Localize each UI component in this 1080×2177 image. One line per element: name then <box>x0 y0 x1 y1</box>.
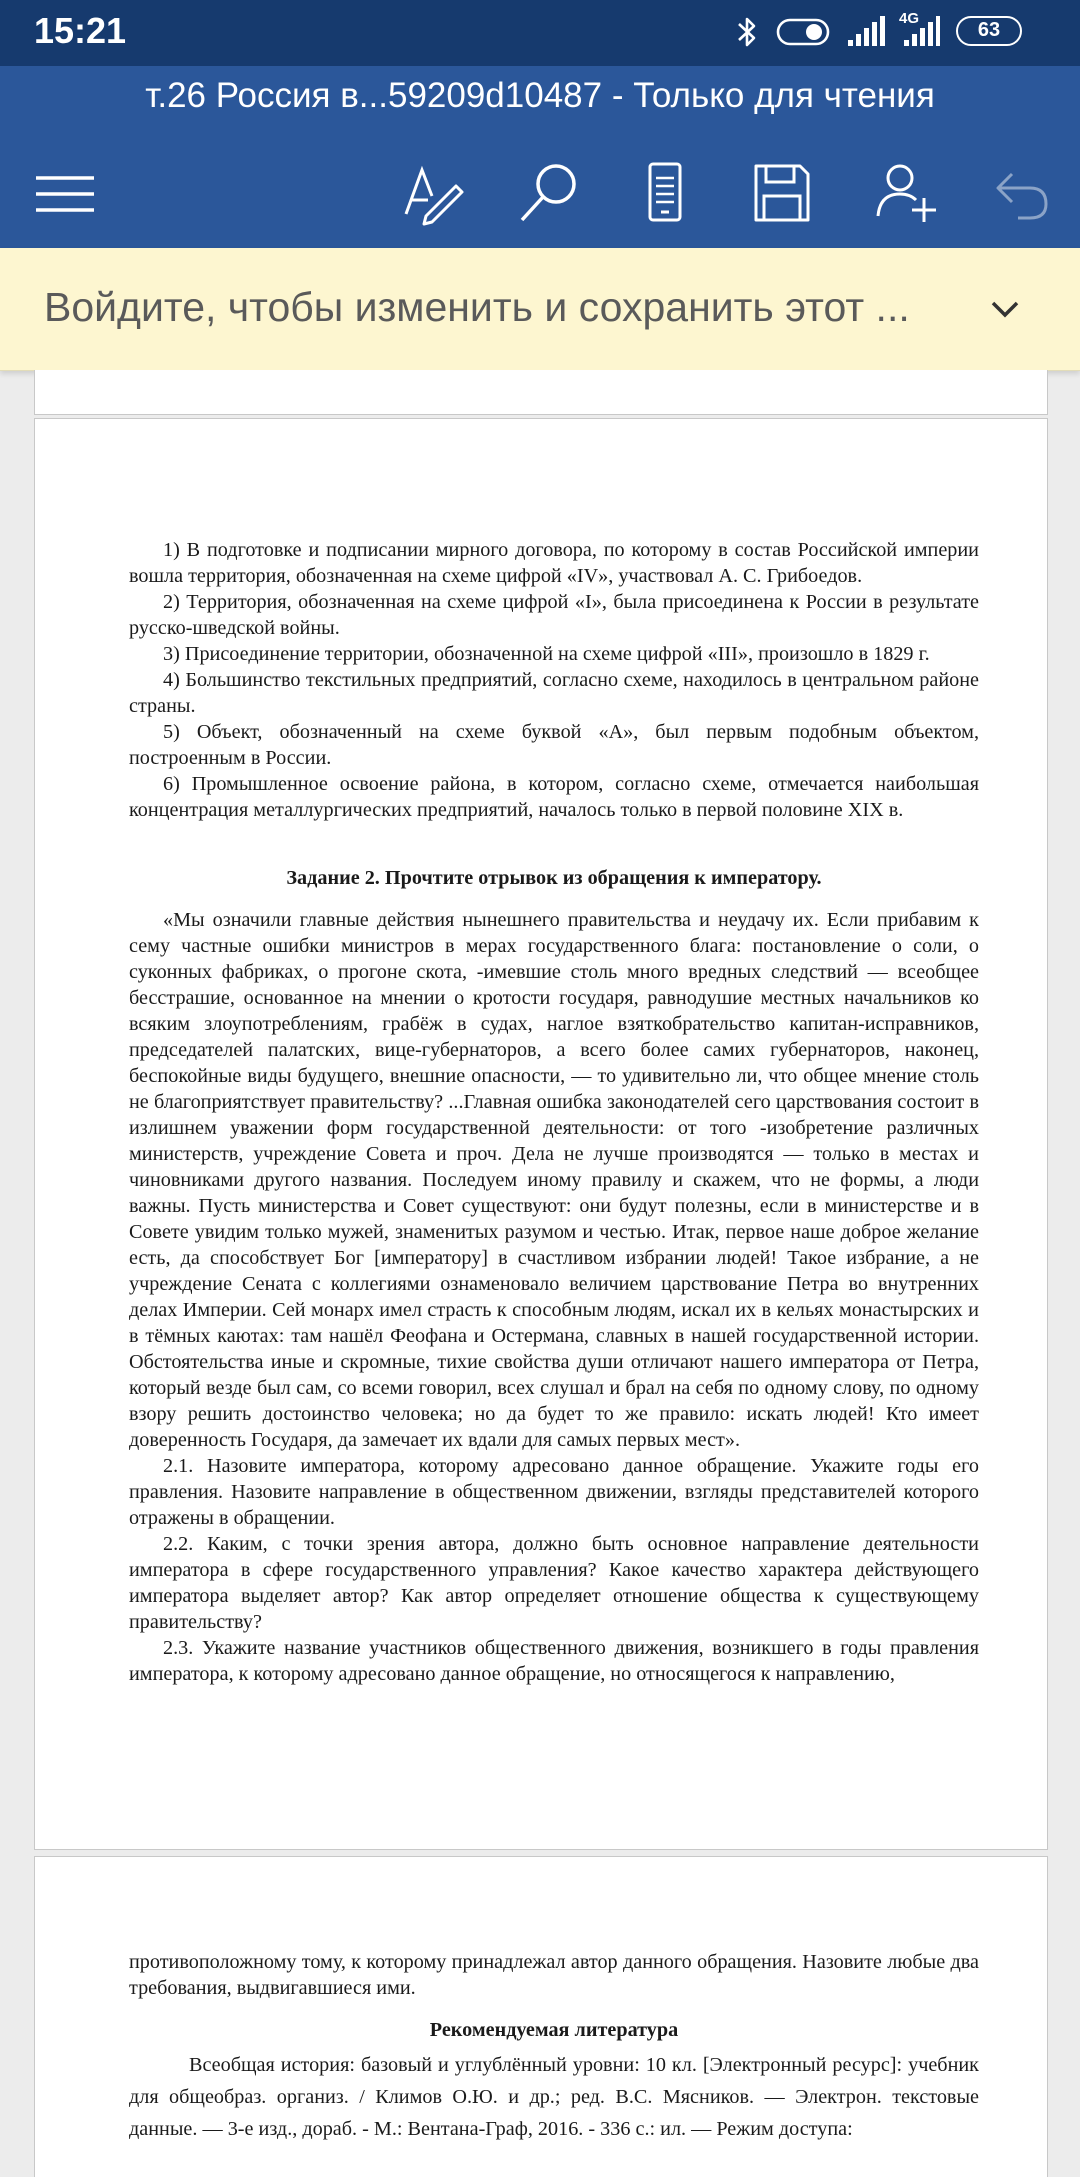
statement-item: 3) Присоединение территории, обозначенной на схеме цифрой «III», произошло в 1829 г. <box>163 643 930 665</box>
document-page <box>34 1856 1048 2177</box>
save-icon[interactable] <box>744 156 818 230</box>
app-header <box>0 66 1080 248</box>
status-icons <box>734 12 1054 56</box>
undo-icon[interactable] <box>982 156 1056 230</box>
statement-item: 1) В подготовке и подписании мирного договора, по которому в состав Российской империи вошла территория, обозначенная на схеме цифрой «IV», участвовал А. С. Грибоедов. <box>129 539 979 587</box>
statement-item: 2) Территория, обозначенная на схеме цифрой «I», была присоединена к России в результате русско-шведской войны. <box>129 591 979 639</box>
question-item: 2.3. Укажите название участников общественного движения, возникшего в годы правления императора, к которому адресовано данное обращение, но относящегося к направлению, <box>129 1637 979 1685</box>
status-time: 15:21 <box>34 10 127 51</box>
mobile-view-icon[interactable] <box>628 156 702 230</box>
signal-4g-icon <box>896 16 940 48</box>
menu-icon[interactable] <box>28 156 102 230</box>
literature-heading: Рекомендуемая литература <box>429 2019 679 2041</box>
statement-item: 5) Объект, обозначенный на схеме буквой «А», был первым подобным объектом, построенным в России. <box>129 721 979 769</box>
continuation-paragraph: противоположному тому, к которому принадлежал автор данного обращения. Назовите любые два требования, выдвигавшиеся ими. <box>129 1951 979 1999</box>
statement-item: 4) Большинство текстильных предприятий, согласно схеме, находилось в центральном районе страны. <box>129 669 979 717</box>
document-page <box>34 418 1048 1850</box>
statement-item: 6) Промышленное освоение района, в котором, согласно схеме, отмечается наибольшая концентрация металлургических предприятий, началось только в первой половине XIX в. <box>129 773 979 821</box>
bluetooth-icon <box>734 14 760 50</box>
share-user-icon[interactable] <box>868 156 942 230</box>
battery-icon <box>956 16 1022 46</box>
edit-pen-icon[interactable] <box>398 156 472 230</box>
question-item: 2.2. Каким, с точки зрения автора, должно быть основное направление деятельности императора в сфере государственного управления? Какое качество характера действующего императора выделяет автор? Как автор определяет отношение общества к существующему правительству? <box>129 1533 979 1633</box>
task-block <box>129 865 979 891</box>
page2-block <box>129 1949 979 2145</box>
sign-in-banner-text[interactable]: Войдите, чтобы изменить и сохранить этот ... <box>44 284 910 330</box>
quote-paragraph: «Мы означили главные действия нынешнего правительства и неудачу их. Если прибавим к сему частные ошибки министров в мерах государственного блага: постановление о соли, о суконных фабриках, о прогоне скота, -имевшие столь много вредных следствий — всеобщее бесстрашие, основанное на мнении о кротости государя, равнодушие местных начальников ко всяким злоупотреблениям, грабёж в судах, наглое взяткобрательство капитан-исправников, председателей палатских, вице-губернаторов, а всего более самих губернаторов, наконец, беспокойные виды будущего, внешние опасности, — то удивительно ли, что общее мнение столь не благоприятствует правительству? ...Главная ошибка законодателей сего царствования состоит в излишнем уважении форм государственной деятельности: от того -изобретение различных министерств, учреждение Совета и проч. Дела не лучше производятся — только в местах и чиновниками другого названия. Последуем иному правилу и скажем, что не формы, а люди важны. Пусть министерства и Совет существуют: они будут полезны, если в министерстве и в Совете увидим только мужей, знаменитых разумом и честью. Итак, первое наше доброе желание есть, да способствует Бог [императору] в счастливом избрании людей! Такое избрание, а не учреждение Сената с коллегиями ознаменовало величием царствование Петра во внутренних делах Империи. Сей монарх имел страсть к способным людям, искал их в кельях монастырских и в тёмных каютах: там нашёл Феофана и Остермана, славных в нашей государственной истории. Обстоятельства иные и скромные, тихие свойства души отличают нашего императора от Петра, который везде был сам, со всеми говорил, всех слушал и брал на себя по одному слову, по одному взору решить достоинство человека; но да будет то же правило: искать людей! Кто имеет доверенность Государя, да замечает их вдали для самых первых мест». <box>129 909 979 1451</box>
statements-block <box>129 537 979 823</box>
chevron-down-icon[interactable] <box>985 290 1025 330</box>
literature-entry: Всеобщая история: базовый и углублённый уровни: 10 кл. [Электронный ресурс]: учебник для общеобраз. организ. / Климов О.Ю. и др.; ред. В.С. Мясников. — Электрон. текстовые данные. — 3-е изд., дораб. - М.: Вентана-Граф, 2016. - 336 с.: ил. — Режим доступа: <box>129 2054 979 2140</box>
signal-icon <box>846 16 886 48</box>
document-title: т.26 Россия в...59209d10487 - Только для чтения <box>145 76 935 115</box>
network-type-label: 4G <box>899 10 920 27</box>
quote-block <box>129 907 979 1687</box>
sign-in-banner[interactable] <box>0 248 1080 371</box>
question-item: 2.1. Назовите императора, которому адресовано данное обращение. Укажите годы его правления. Назовите направление в общественном движении, взгляды представителей которого отражены в обращении. <box>129 1455 979 1529</box>
toggle-icon <box>776 16 832 48</box>
task-heading: Задание 2. Прочтите отрывок из обращения к императору. <box>286 867 822 889</box>
status-bar <box>0 0 1080 66</box>
search-icon[interactable] <box>512 156 586 230</box>
battery-level: 63 <box>977 19 1001 41</box>
previous-page-edge <box>34 370 1048 415</box>
